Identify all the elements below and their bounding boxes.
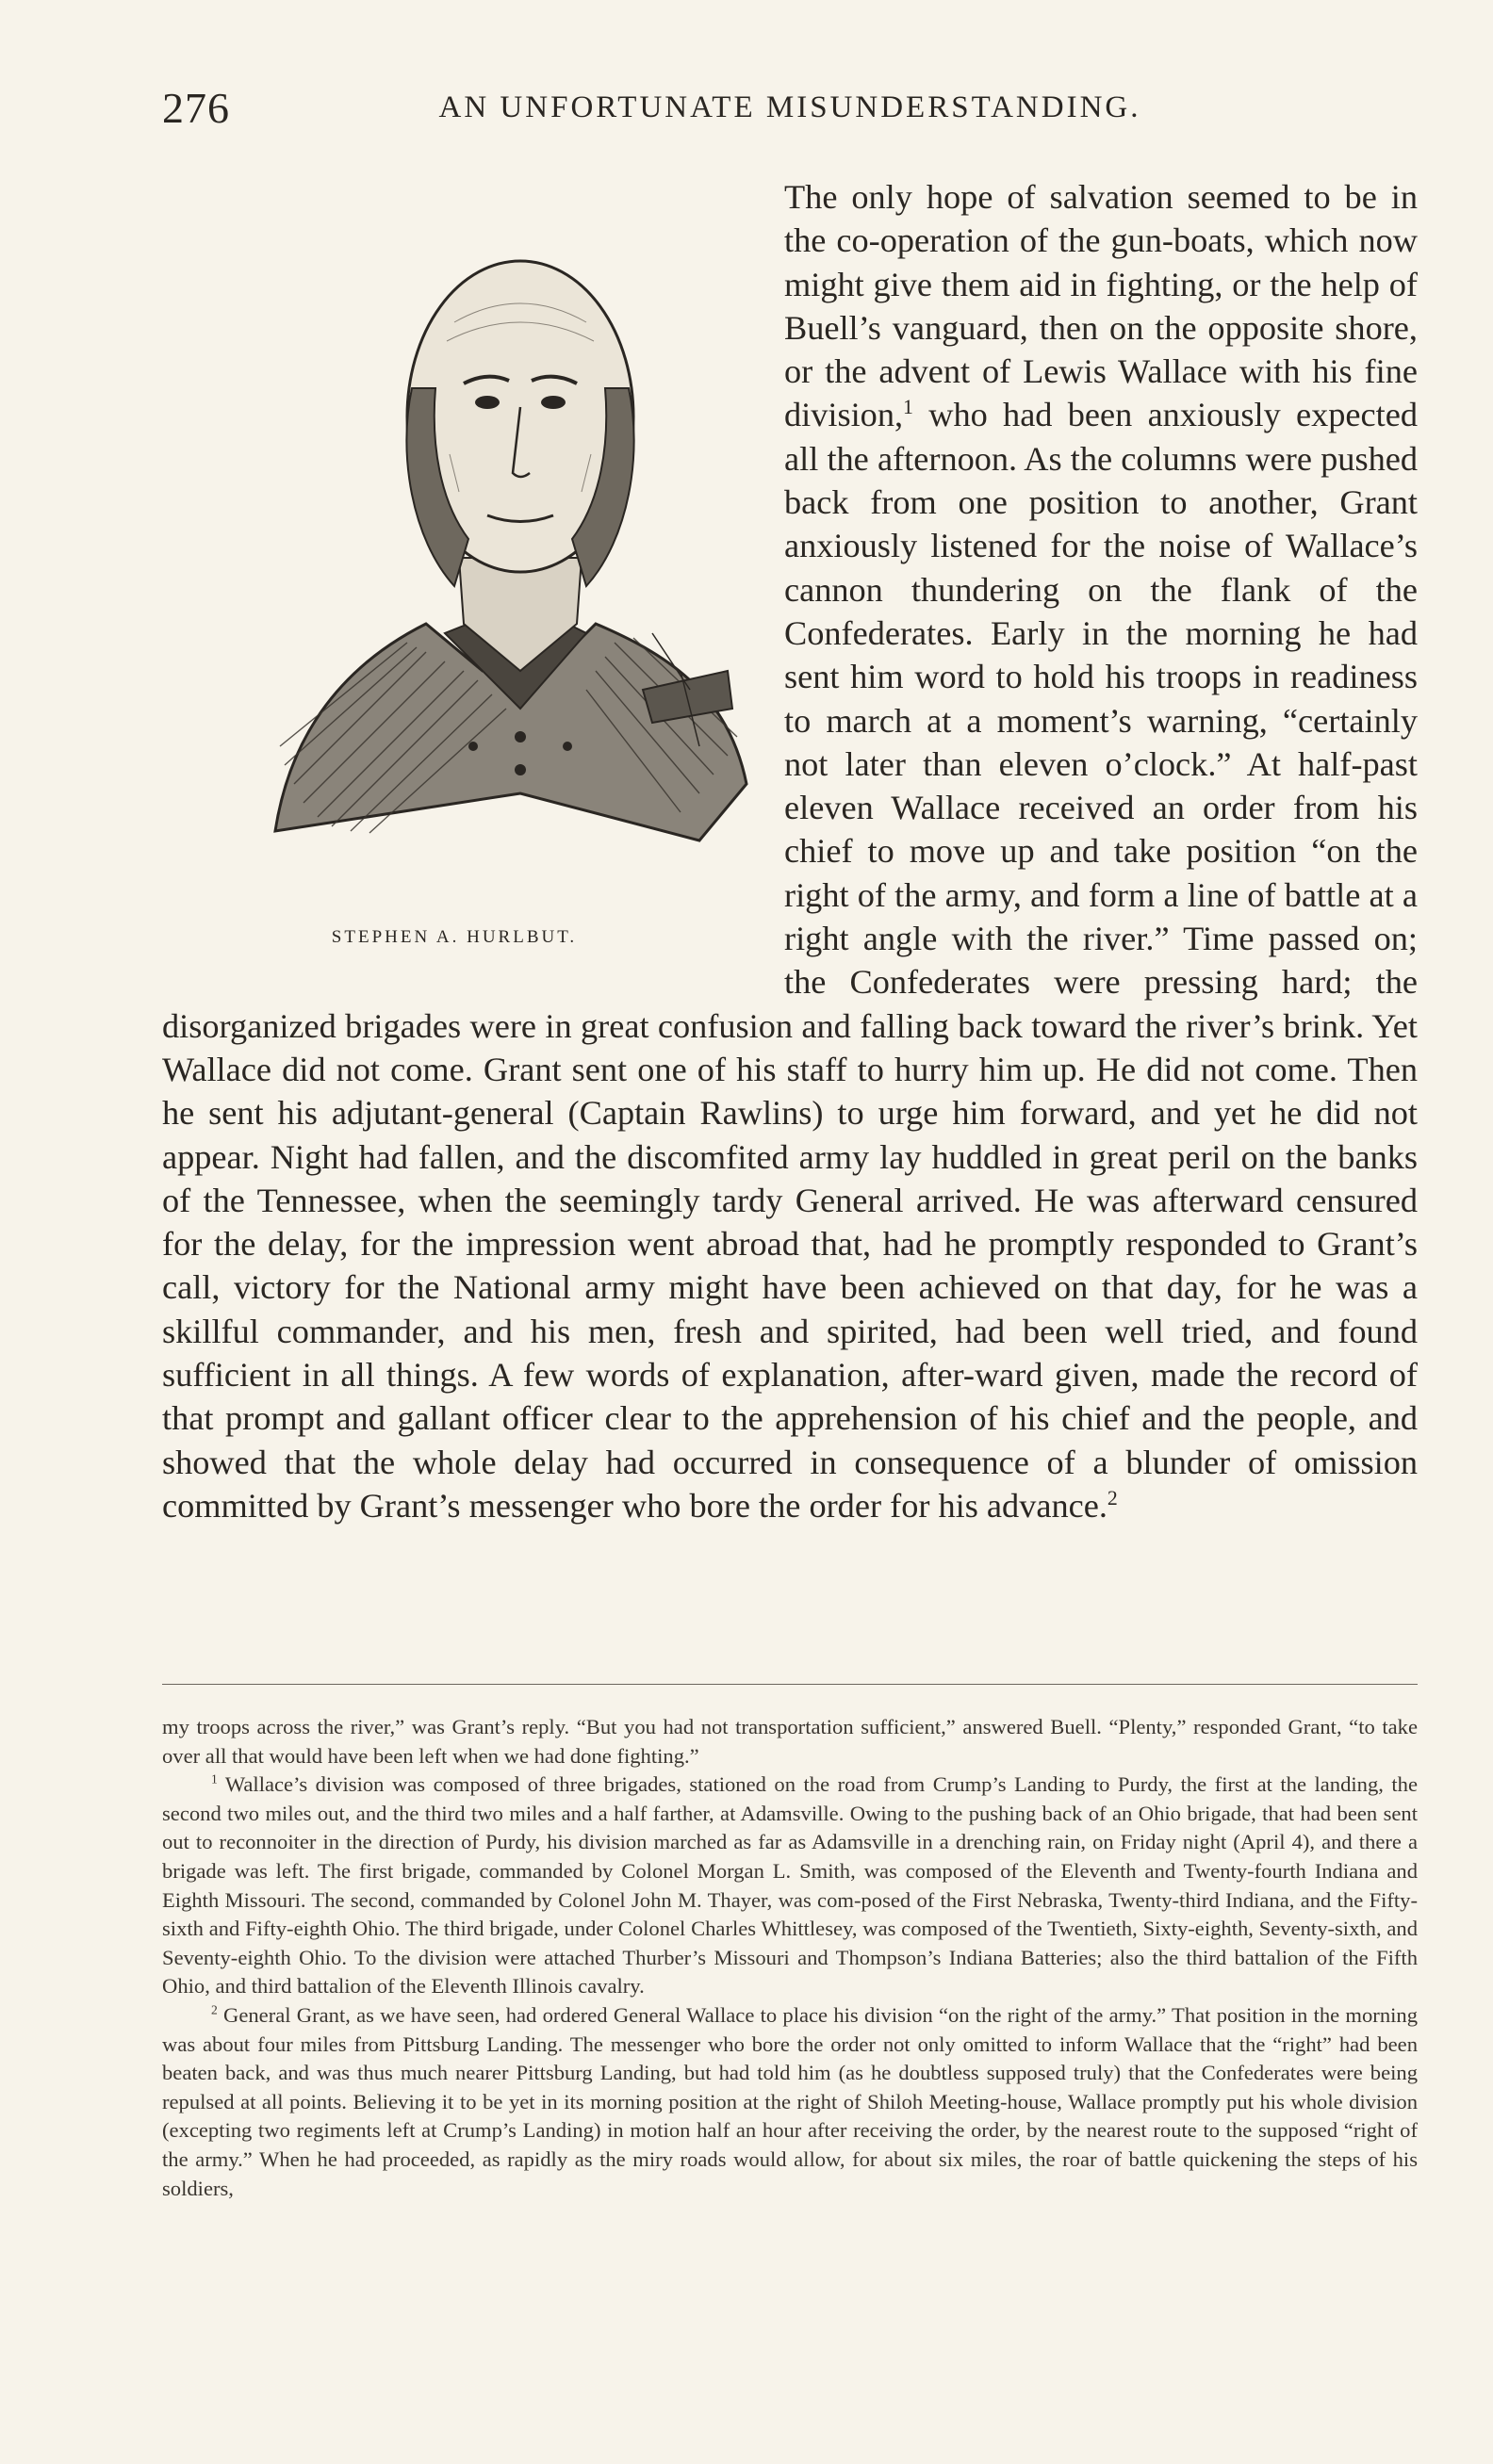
- footnote-2-text: General Grant, as we have seen, had ordered General Wallace to place his division “on the right of the army.” That position in the morning was about four miles from Pittsburg Landing. The messenger who bore the order not only omitted to inform Wallace that the “right” had been beaten back, and was thus much nearer Pittsburg Landing, but had told him (as he doubtless supposed truly) that the Confederates were being repulsed at all points. Believing it to be yet in its morning position at the right of Shiloh Meeting-house, Wallace promptly put his whole division (excepting two regiments left at Crump’s Landing) in motion half an hour after receiving the order, by the nearest route to the supposed “right of the army.” When he had proceeded, as rapidly as the miry roads would allow, for about six miles, the roar of battle quickening the steps of his soldiers,: [162, 2002, 1418, 2200]
- footnote-2: [162, 2001, 1418, 2203]
- footnote-ref-2: 2: [1107, 1486, 1118, 1509]
- footnote-1-mark: 1: [211, 1771, 218, 1787]
- footnote-continuation: my troops across the river,” was Grant’s reply. “But you had not transportation sufficient,” answered Buell. “Plenty,” responded Grant, “to take over all that would have been left when we had done fighting.”: [162, 1715, 1418, 1768]
- running-title: AN UNFORTUNATE MISUNDERSTANDING.: [438, 90, 1141, 124]
- footnote-ref-1: 1: [903, 396, 913, 419]
- portrait-figure: [162, 181, 784, 977]
- body-text-end: who had been anxiously expected all the afternoon. As the columns were pushed back from one position to another, Grant anxiously listened for the noise of Wallace’s cannon thundering on the flank of the Confederates. Early in the morning he had sent him word to hold his troops in readiness to march at a moment’s warning, “certainly not later than eleven o’clock.” At half-past eleven Wallace received an order from his chief to move up and take position “on the right of the army, and form a line of battle at a right angle with the river.” Time passed on; the Confederates were pressing hard; the disorganized brigades were in great confusion and falling back toward the river’s brink. Yet Wallace did not come. Grant sent one of his staff to hurry him up. He did not come. Then he sent his adjutant-general (Captain Rawlins) to urge him forward, and yet he did not appear. Night had fallen, and the discomfited army lay huddled in great peril on the banks of the Tennessee, when the seemingly tardy General arrived. He was afterward censured for the delay, for the impression went abroad that, had he promptly responded to Grant’s call, victory for the National army might have been achieved on that day, for he was a skillful commander, and his men, fresh and spirited, had been well tried, and found sufficient in all things. A few words of explanation, after-ward given, made the record of that prompt and gallant officer clear to the apprehension of his chief and the people, and showed that the whole delay had occurred in consequence of a blunder of omission committed by Grant’s messenger who bore the order for his advance.: [162, 396, 1418, 1525]
- running-head: [162, 83, 1418, 139]
- page-number: 276: [162, 84, 230, 132]
- footnote-divider: [162, 1684, 1418, 1685]
- footnote-2-mark: 2: [211, 2002, 218, 2017]
- main-text: [162, 175, 1418, 1527]
- body-text-start: The only hope of salvation seemed to be in the co-operation of the gun-boats, which now might give them aid in fighting, or the help of Buell’s vanguard, then on the opposite shore, or the advent of Lewis Wallace with his fine division,: [784, 178, 1418, 434]
- portrait-caption: STEPHEN A. HURLBUT.: [331, 927, 578, 947]
- footnotes: [162, 1713, 1418, 2203]
- footnote-1: [162, 1770, 1418, 2001]
- footnote-1-text: Wallace’s division was composed of three brigades, stationed on the road from Crump’s Landing to Purdy, the first at the landing, the second two miles out, and the third two miles and a half farther, at Adamsville. Owing to the pushing back of an Ohio brigade, that had been sent out to reconnoiter in the direction of Purdy, his division marched as far as Adamsville in a drenching rain, on Friday night (April 4), and there a brigade was left. The first brigade, commanded by Colonel Morgan L. Smith, was composed of the Eleventh and Twenty-fourth Indiana and Eighth Missouri. The second, commanded by Colonel John M. Thayer, was com-posed of the First Nebraska, Twenty-third Indiana, and the Fifty-sixth and Fifty-eighth Ohio. The third brigade, under Colonel Charles Whittlesey, was composed of the Twentieth, Sixty-eighth, Seventy-sixth, and Seventy-eighth Ohio. To the division were attached Thurber’s Missouri and Thompson’s Indiana Batteries; also the third battalion of the Fifth Ohio, and third battalion of the Eleventh Illinois cavalry.: [162, 1772, 1418, 1999]
- portrait-engraving: [238, 181, 765, 897]
